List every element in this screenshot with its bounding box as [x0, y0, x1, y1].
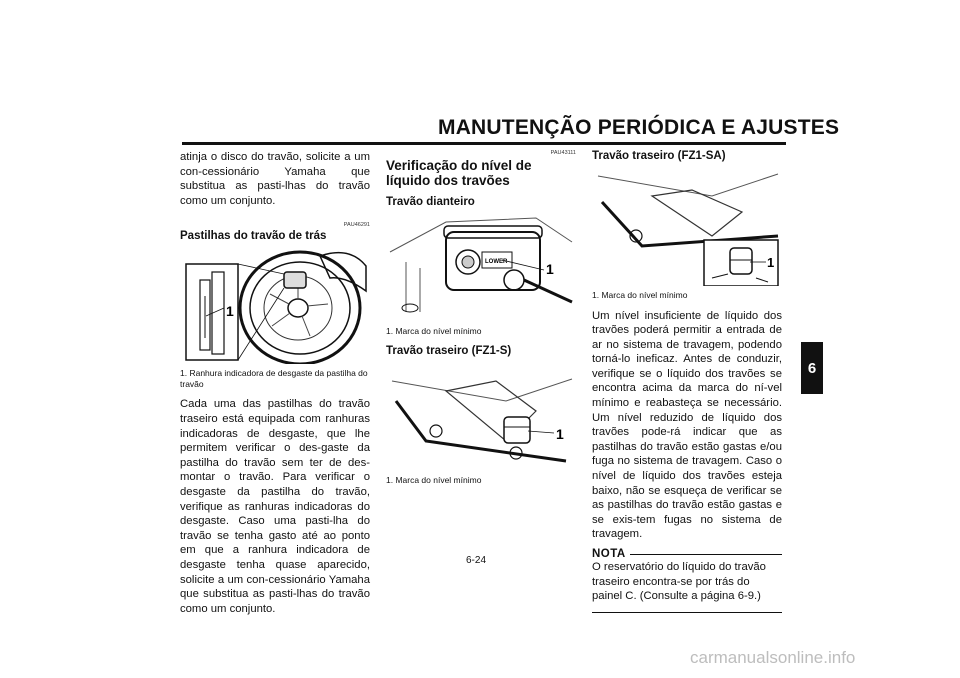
page-number: 6-24	[466, 555, 487, 566]
brake-fluid-section-title: Verificação do nível de líquido dos travões	[386, 158, 532, 188]
rear-fz1s-callout-label: 1	[556, 425, 564, 442]
page-header-title: MANUTENÇÃO PERIÓDICA E AJUSTES	[438, 116, 840, 139]
header-rule	[182, 142, 786, 145]
rear-pads-body: Cada uma das pastilhas do travão traseiro está equipada com ranhuras indicadoras de desgaste, que lhe permitem verificar o des-gaste da pastilha do travão sem ter de des-montar o travão. Para verificar o desgaste da pastilha do travão, verifique as ranhuras indicadoras do desgaste. Caso uma pasti-lha do travão se tenha gasto até ao ponto em que a ranhura indicadora de desgaste tenha quase aparecido, solicite a um con-cessionário Yamaha que substitua as pasti-lhas do travão como um conjunto.	[180, 398, 370, 615]
rear-pads-subtitle: Pastilhas do travão de trás	[180, 230, 327, 243]
rear-wheel-illustration	[180, 246, 370, 364]
rear-fz1sa-callout-label: 1	[767, 255, 775, 270]
column-2	[386, 150, 576, 493]
rear-reservoir-fz1sa-caption: 1. Marca do nível mínimo	[592, 290, 688, 300]
rear-pad-figure	[180, 246, 370, 364]
front-reservoir-caption: 1. Marca do nível mínimo	[386, 326, 482, 336]
front-brake-subtitle: Travão dianteiro	[386, 196, 475, 208]
nota-text: O reservatório do líquido do travão traseiro encontra-se por trás do painel C. (Consulte a página 6-9.)	[592, 561, 766, 603]
rear-brake-fz1sa-subtitle: Travão traseiro (FZ1-SA)	[592, 150, 726, 162]
rear-reservoir-fz1sa-figure	[592, 166, 782, 286]
watermark: carmanualsonline.info	[690, 648, 856, 667]
rear-reservoir-fz1sa-illustration	[592, 166, 782, 286]
column-1	[180, 150, 370, 616]
rear-brake-fz1s-subtitle: Travão traseiro (FZ1-S)	[386, 344, 512, 357]
front-reservoir-illustration	[386, 212, 576, 322]
front-reservoir-figure	[386, 212, 576, 322]
nota-bottom-rule	[592, 612, 782, 613]
chapter-tab[interactable]: 6	[801, 342, 823, 394]
figure-callout-label: 1	[226, 303, 234, 320]
lower-mark-label: LOWER	[485, 259, 508, 265]
section-code: PAU46291	[343, 222, 370, 229]
section-code: PAU43111	[550, 150, 576, 156]
rear-reservoir-fz1s-illustration	[386, 361, 576, 471]
brake-fluid-body: Um nível insuficiente de líquido dos travões poderá permitir a entrada de ar no sistema de travagem, podendo torná-lo ineficaz. Antes de conduzir, verifique se o líquido dos travões se encontra acima da marca do ní-vel mínimo e reabasteça se necessário. Um nível reduzido de líquido dos travões pode-rá indicar que as pastilhas do travão estão gastas e/ou fuga no sistema de travagem. Caso o nível de líquido dos travões esteja baixo, não se esqueça de verificar se as pastilhas do travão estão gastas e se exis-tem fugas no sistema de travagem.	[592, 309, 782, 541]
intro-paragraph: atinja o disco do travão, solicite a um con-cessionário Yamaha que substitua as pasti-lhas do travão como um conjunto.	[180, 151, 370, 207]
rear-reservoir-fz1s-figure	[386, 361, 576, 471]
front-callout-label: 1	[546, 261, 554, 277]
nota-label: NOTA	[592, 548, 626, 560]
column-3	[592, 150, 782, 613]
nota-header	[592, 548, 782, 560]
rear-reservoir-fz1s-caption: 1. Marca do nível mínimo	[386, 474, 482, 485]
nota-rule	[630, 554, 782, 555]
rear-pad-caption: 1. Ranhura indicadora de desgaste da pastilha do travão	[180, 368, 368, 389]
